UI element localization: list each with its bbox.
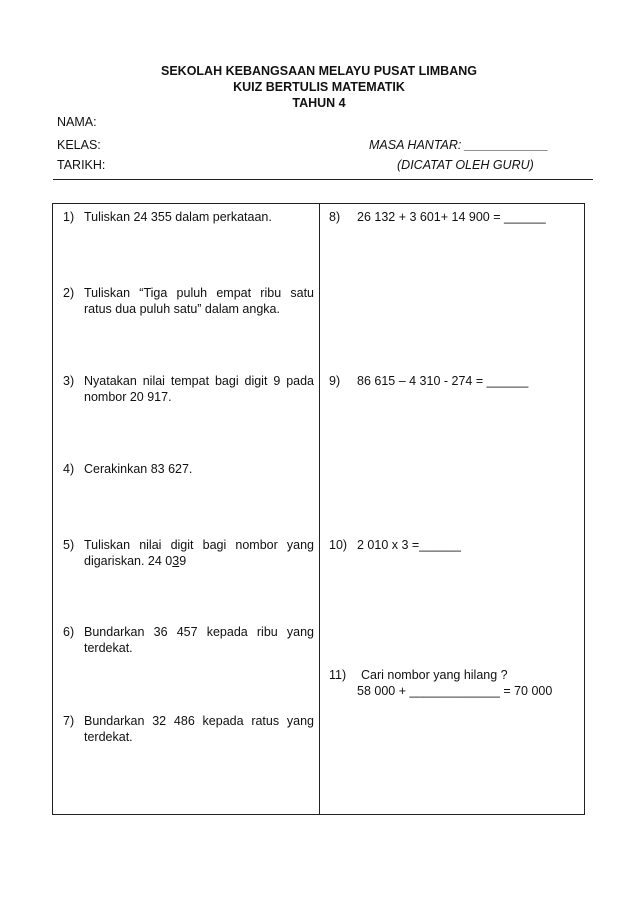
underlined-digit: 3 <box>172 554 180 568</box>
teacher-note: (DICATAT OLEH GURU) <box>397 158 534 172</box>
question-text: Cari nombor yang hilang ? <box>361 668 508 682</box>
question-text <box>84 537 314 569</box>
class-label: KELAS: <box>57 138 101 152</box>
question-number: 2) <box>63 286 75 300</box>
question-text: Tuliskan 24 355 dalam perkataan. <box>84 210 272 224</box>
year-label: TAHUN 4 <box>292 96 346 110</box>
submit-time-label: MASA HANTAR: ____________ <box>369 138 549 152</box>
question-number: 3) <box>63 374 75 388</box>
question-text: Bundarkan 32 486 kepada ratus yang terdekat. <box>84 714 314 744</box>
question-number: 4) <box>63 462 75 476</box>
question-text: 2 010 x 3 =______ <box>357 538 461 552</box>
question-text: 86 615 – 4 310 - 274 = ______ <box>357 374 529 388</box>
question-number: 11) <box>329 668 347 682</box>
question-text: Cerakinkan 83 627. <box>84 462 193 476</box>
question-text: Bundarkan 36 457 kepada ribu yang terdekat. <box>84 625 314 655</box>
question-number: 8) <box>329 210 341 224</box>
quiz-title: KUIZ BERTULIS MATEMATIK <box>233 80 405 94</box>
date-label: TARIKH: <box>57 158 106 172</box>
header-divider <box>53 179 593 180</box>
question-number: 1) <box>63 210 75 224</box>
question-number: 6) <box>63 625 75 639</box>
question-number: 10) <box>329 538 348 552</box>
question-text-part: Tuliskan nilai digit bagi nombor yang digariskan. 24 0 <box>84 538 314 568</box>
question-text: Nyatakan nilai tempat bagi digit 9 pada nombor 20 917. <box>84 374 314 404</box>
school-name: SEKOLAH KEBANGSAAN MELAYU PUSAT LIMBANG <box>161 64 477 78</box>
question-text-part: 9 <box>179 554 187 568</box>
question-text: 26 132 + 3 601+ 14 900 = ______ <box>357 210 546 224</box>
question-number: 7) <box>63 714 75 728</box>
column-divider <box>319 203 320 815</box>
question-text: Tuliskan “Tiga puluh empat ribu satu ratus dua puluh satu” dalam angka. <box>84 286 314 316</box>
question-number: 5) <box>63 538 75 552</box>
name-label: NAMA: <box>57 115 97 129</box>
question-text-line2: 58 000 + _____________ = 70 000 <box>357 684 553 698</box>
question-number: 9) <box>329 374 341 388</box>
